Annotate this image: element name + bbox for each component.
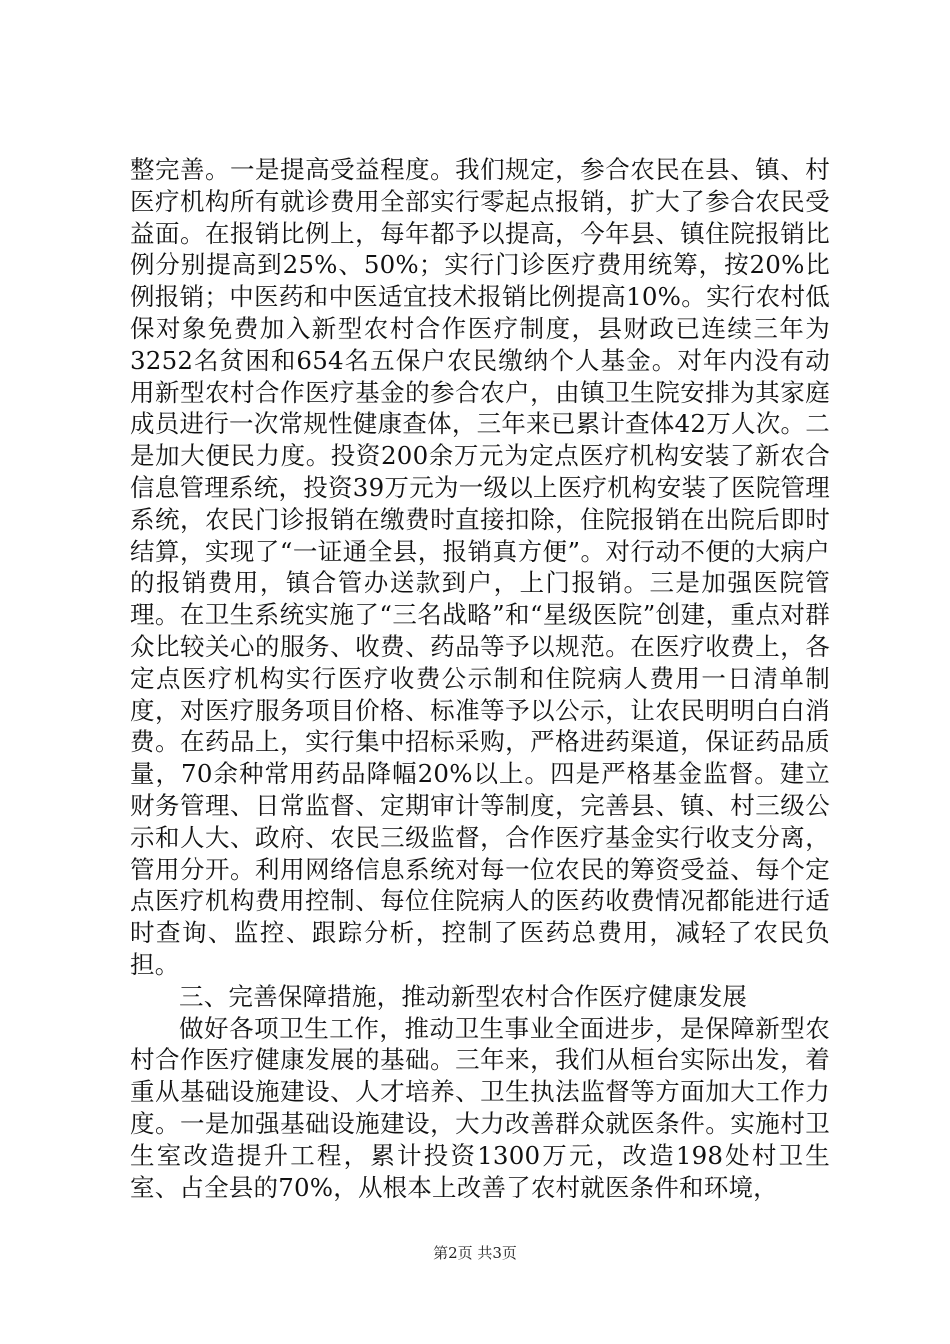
document-body: [130, 154, 830, 1203]
page-footer: 第2页 共3页: [433, 1244, 517, 1262]
paragraph-section-intro: 做好各项卫生工作，推动卫生事业全面进步，是保障新型农村合作医疗健康发展的基础。三年来，我们从桓台实际出发，着重从基础设施建设、人才培养、卫生执法监督等方面加大工作力度。一是加强基础设施建设，大力改善群众就医条件。实施村卫生室改造提升工程，累计投资1300万元，改造198处村卫生室、占全县的70%，从根本上改善了农村就医条件和环境，: [130, 1013, 830, 1202]
paragraph-continuation: 整完善。一是提高受益程度。我们规定，参合农民在县、镇、村医疗机构所有就诊费用全部实行零起点报销，扩大了参合农民受益面。在报销比例上，每年都予以提高，今年县、镇住院报销比例分别提高到25%、50%；实行门诊医疗费用统筹，按20%比例报销；中医药和中医适宜技术报销比例提高10%。实行农村低保对象免费加入新型农村合作医疗制度，县财政已连续三年为3252名贫困和654名五保户农民缴纳个人基金。对年内没有动用新型农村合作医疗基金的参合农户，由镇卫生院安排为其家庭成员进行一次常规性健康查体，三年来已累计查体42万人次。二是加大便民力度。投资200余万元为定点医疗机构安装了新农合信息管理系统，投资39万元为一级以上医疗机构安装了医院管理系统，农民门诊报销在缴费时直接扣除，住院报销在出院后即时结算，实现了“一证通全县，报销真方便”。对行动不便的大病户的报销费用，镇合管办送款到户，上门报销。三是加强医院管理。在卫生系统实施了“三名战略”和“星级医院”创建，重点对群众比较关心的服务、收费、药品等予以规范。在医疗收费上，各定点医疗机构实行医疗收费公示制和住院病人费用一日清单制度，对医疗服务项目价格、标准等予以公示，让农民明明白白消费。在药品上，实行集中招标采购，严格进药渠道，保证药品质量，70余种常用药品降幅20%以上。四是严格基金监督。建立财务管理、日常监督、定期审计等制度，完善县、镇、村三级公示和人大、政府、农民三级监督，合作医疗基金实行收支分离，管用分开。利用网络信息系统对每一位农民的筹资受益、每个定点医疗机构费用控制、每位住院病人的医药收费情况都能进行适时查询、监控、跟踪分析，控制了医药总费用，减轻了农民负担。: [130, 155, 830, 979]
section-heading: 三、完善保障措施，推动新型农村合作医疗健康发展: [179, 981, 748, 1011]
